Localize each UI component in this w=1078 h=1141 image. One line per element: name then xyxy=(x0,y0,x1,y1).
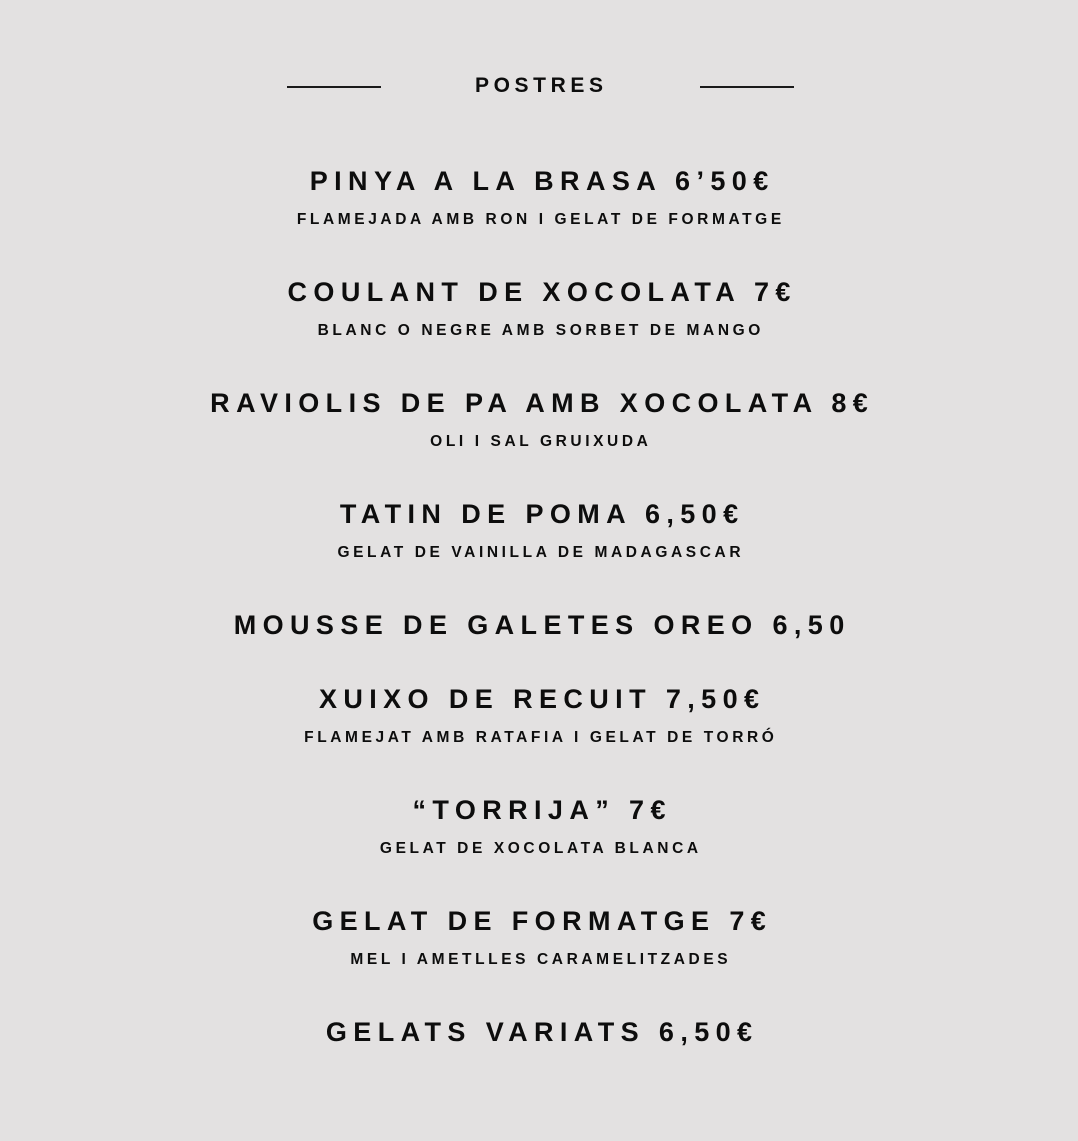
item-name: GELATS VARIATS 6,50€ xyxy=(325,1017,759,1047)
item-name: PINYA A LA BRASA 6’50€ xyxy=(309,166,775,196)
item-description: BLANC O NEGRE AMB SORBET DE MANGO xyxy=(317,322,764,339)
item-name: XUIXO DE RECUIT 7,50€ xyxy=(318,684,766,714)
menu-item-xuixo xyxy=(0,683,1078,747)
item-description: FLAMEJAT AMB RATAFIA I GELAT DE TORRÓ xyxy=(304,729,778,746)
menu-item-gelats-variats xyxy=(0,1016,1078,1048)
menu-item-pinya xyxy=(0,165,1078,229)
item-description: FLAMEJADA AMB RON I GELAT DE FORMATGE xyxy=(296,211,785,228)
item-description: MEL I AMETLLES CARAMELITZADES xyxy=(350,951,732,968)
item-description: GELAT DE XOCOLATA BLANCA xyxy=(379,840,702,857)
item-name: RAVIOLIS DE PA AMB XOCOLATA 8€ xyxy=(210,388,875,418)
header-rule-right xyxy=(700,86,794,88)
section-title: POSTRES xyxy=(475,74,608,97)
item-name: MOUSSE DE GALETES OREO 6,50 xyxy=(233,610,851,640)
item-description: GELAT DE VAINILLA DE MADAGASCAR xyxy=(337,544,745,561)
menu-item-mousse xyxy=(0,609,1078,641)
item-description: OLI I SAL GRUIXUDA xyxy=(430,433,652,450)
item-name: COULANT DE XOCOLATA 7€ xyxy=(287,277,797,307)
menu-item-raviolis xyxy=(0,387,1078,451)
menu-item-gelat-formatge xyxy=(0,905,1078,969)
item-name: TATIN DE POMA 6,50€ xyxy=(339,499,745,529)
menu-item-tatin xyxy=(0,498,1078,562)
menu-item-coulant xyxy=(0,276,1078,340)
item-name: “TORRIJA” 7€ xyxy=(412,795,672,825)
menu-item-torrija xyxy=(0,794,1078,858)
item-name: GELAT DE FORMATGE 7€ xyxy=(312,906,773,936)
